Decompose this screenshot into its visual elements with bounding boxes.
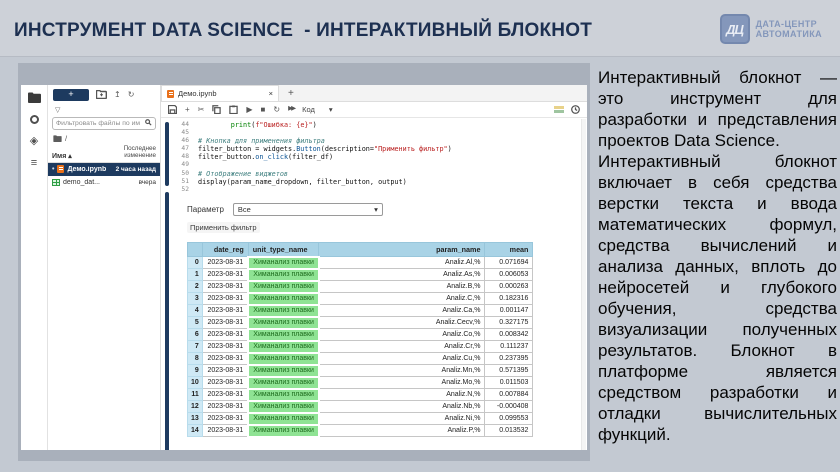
breadcrumb-root[interactable]: / [65, 134, 68, 143]
line-number: 45 [181, 129, 189, 137]
cell-date-reg: 2023-08-31 [202, 341, 248, 353]
line-tokens [198, 145, 452, 153]
code-lines[interactable] [173, 121, 587, 194]
tab-title: Демо.ipynb [178, 89, 217, 98]
cell-param-name: Analiz.Mn,% [319, 365, 485, 377]
notebook-pane [161, 85, 587, 450]
chevron-down-icon: ▾ [374, 204, 378, 214]
file-row[interactable] [48, 176, 160, 189]
code-line [173, 137, 587, 145]
table-row [188, 305, 533, 317]
cell-date-reg: 2023-08-31 [202, 353, 248, 365]
line-tokens [198, 121, 317, 129]
new-tab-button[interactable]: + [288, 88, 294, 99]
dataframe-header [188, 242, 533, 257]
file-list-header [48, 145, 160, 163]
table-row [188, 329, 533, 341]
tab-bar [161, 85, 587, 102]
table-row [188, 293, 533, 305]
refresh-icon[interactable]: ↻ [127, 90, 135, 99]
cell-unit-type: Химанализ плавки [248, 269, 319, 281]
row-index: 3 [188, 293, 203, 305]
code-line [173, 121, 587, 129]
line-tokens [198, 153, 333, 161]
table-row [188, 257, 533, 269]
stop-kernel-icon[interactable]: ■ [260, 104, 266, 114]
description-paragraph: Интерактивный блокнот — это инструмент для разработки и представления проектов Data Science. [598, 68, 837, 150]
code-token: print [230, 121, 252, 129]
row-index: 4 [188, 305, 203, 317]
column-header[interactable]: unit_type_name [248, 242, 319, 257]
logo-icon: ДЦ [720, 14, 750, 44]
file-browser-icon[interactable] [27, 91, 41, 103]
cell-param-name: Analiz.Ni,% [319, 413, 485, 425]
cell-date-reg: 2023-08-31 [202, 413, 248, 425]
table-of-contents-icon[interactable]: ≡ [30, 156, 38, 169]
row-index: 6 [188, 329, 203, 341]
row-index: 2 [188, 281, 203, 293]
cell-param-name: Analiz.Nb,% [319, 401, 485, 413]
save-icon[interactable] [168, 105, 177, 114]
line-number: 52 [181, 185, 189, 193]
jupyter-app [21, 85, 587, 450]
filter-placeholder: Фильтровать файлы по им [56, 120, 141, 127]
cell-date-reg: 2023-08-31 [202, 305, 248, 317]
code-token: "Применить фильтр" [373, 145, 448, 154]
code-token: filter_button = widgets. [198, 145, 297, 154]
cell-param-name: Analiz.B,% [319, 281, 485, 293]
cell-unit-type: Химанализ плавки [248, 281, 319, 293]
cell-mean: 0.327175 [485, 317, 533, 329]
code-token: ) [447, 145, 452, 154]
cell-mean: 0.013532 [485, 425, 533, 437]
close-icon[interactable]: × [268, 89, 273, 98]
table-row [188, 425, 533, 437]
cell-date-reg: 2023-08-31 [202, 269, 248, 281]
table-row [188, 341, 533, 353]
cell-date-reg: 2023-08-31 [202, 377, 248, 389]
file-list [48, 163, 160, 189]
param-dropdown[interactable] [233, 203, 383, 216]
code-token [198, 121, 231, 129]
new-folder-icon[interactable] [96, 90, 107, 101]
logo-text [756, 19, 822, 40]
code-line [173, 170, 587, 178]
code-token: ) [312, 121, 317, 129]
code-cell-collapser[interactable] [165, 122, 169, 186]
breadcrumb[interactable] [48, 130, 160, 145]
file-name: demo_dat... [63, 178, 100, 186]
cell-unit-type: Химанализ плавки [248, 305, 319, 317]
table-row [188, 365, 533, 377]
table-row [188, 269, 533, 281]
cell-mean: 0.008342 [485, 329, 533, 341]
row-index: 0 [188, 257, 203, 269]
insert-cell-icon[interactable]: + [185, 104, 190, 114]
row-index: 1 [188, 269, 203, 281]
cell-unit-type: Химанализ плавки [248, 389, 319, 401]
notebook-cells [161, 118, 587, 450]
filter-toggle-icon[interactable]: ▽ [55, 107, 61, 114]
cell-date-reg: 2023-08-31 [202, 365, 248, 377]
kernel-status-icon [554, 106, 564, 113]
row-index: 7 [188, 341, 203, 353]
logo-line2: АВТОМАТИКА [755, 29, 822, 39]
line-tokens [198, 137, 325, 145]
cell-unit-type: Химанализ плавки [248, 353, 319, 365]
cell-param-name: Analiz.Cu,% [319, 353, 485, 365]
code-line [173, 145, 587, 153]
unsaved-dot: • [52, 165, 55, 173]
code-token: (filter_df) [288, 153, 334, 162]
index-header [188, 242, 203, 257]
cell-unit-type: Химанализ плавки [248, 341, 319, 353]
table-icon [52, 179, 60, 186]
activity-bar [21, 85, 48, 450]
code-token: display [198, 177, 227, 186]
file-filter-input[interactable] [52, 117, 156, 130]
cell-unit-type: Химанализ плавки [248, 329, 319, 341]
table-row [188, 401, 533, 413]
table-row [188, 353, 533, 365]
table-row [188, 281, 533, 293]
slide-header [0, 0, 840, 56]
output-cell-collapser[interactable] [165, 192, 169, 450]
line-number: 50 [181, 169, 189, 177]
notebook-icon [57, 165, 64, 173]
apply-filter-button[interactable]: Применить фильтр [187, 222, 260, 233]
cell-param-name: Analiz.Co,% [319, 329, 485, 341]
chevron-down-icon: ▾ [328, 105, 333, 114]
line-number: 49 [181, 161, 189, 169]
column-header[interactable]: date_reg [202, 242, 248, 257]
cell-date-reg: 2023-08-31 [202, 425, 248, 437]
cell-param-name: Analiz.C,% [319, 293, 485, 305]
code-token: Button [296, 145, 321, 154]
code-token: on_click [255, 153, 289, 162]
line-tokens [198, 178, 407, 186]
code-token: filter_button. [198, 153, 256, 162]
row-index: 13 [188, 413, 203, 425]
jupyter-window [18, 63, 590, 461]
table-row [188, 389, 533, 401]
cell-param-name: Analiz.As,% [319, 269, 485, 281]
line-number: 47 [181, 145, 189, 153]
cell-unit-type: Химанализ плавки [248, 413, 319, 425]
restart-kernel-icon[interactable]: ↻ [273, 104, 281, 114]
cell-unit-type: Химанализ плавки [248, 401, 319, 413]
row-index: 5 [188, 317, 203, 329]
cell-date-reg: 2023-08-31 [202, 401, 248, 413]
row-index: 9 [188, 365, 203, 377]
dataframe-table [187, 242, 533, 438]
cell-mean: 0.001147 [485, 305, 533, 317]
cell-date-reg: 2023-08-31 [202, 329, 248, 341]
cell-mean: 0.182316 [485, 293, 533, 305]
cell-param-name: Analiz.Mo,% [319, 377, 485, 389]
column-header[interactable]: param_name [319, 242, 485, 257]
cell-date-reg: 2023-08-31 [202, 257, 248, 269]
run-cell-icon[interactable]: ▶ [246, 104, 253, 114]
cell-unit-type: Химанализ плавки [248, 257, 319, 269]
row-index: 10 [188, 377, 203, 389]
cell-mean: 0.571395 [485, 365, 533, 377]
cell-param-name: Analiz.P,% [319, 425, 485, 437]
description-panel [598, 67, 837, 445]
slide-content [0, 56, 840, 472]
cell-unit-type: Химанализ плавки [248, 317, 319, 329]
code-token: # Кнопка для применения фильтра [198, 137, 325, 146]
row-index: 12 [188, 401, 203, 413]
copy-cell-icon[interactable] [212, 105, 221, 114]
table-row [188, 413, 533, 425]
restart-run-all-icon[interactable]: ▶▶ [288, 105, 295, 113]
file-name: Демо.ipynb [67, 165, 107, 173]
cell-mean: 0.007884 [485, 389, 533, 401]
code-line [173, 161, 587, 169]
code-token: # Отображение виджетов [198, 169, 289, 178]
cell-date-reg: 2023-08-31 [202, 317, 248, 329]
row-index: 11 [188, 389, 203, 401]
cell-param-name: Analiz.Cecv,% [319, 317, 485, 329]
code-token: (param_name_dropdown, filter_button, output) [226, 177, 407, 186]
code-line [173, 186, 587, 194]
running-kernels-icon[interactable] [27, 113, 41, 125]
search-icon [145, 119, 152, 128]
cell-mean: -0.000408 [485, 401, 533, 413]
code-line [173, 129, 587, 137]
code-token: ( [251, 121, 256, 129]
cell-mean: 0.000263 [485, 281, 533, 293]
file-modified: вчера [138, 178, 156, 186]
param-label: Параметр [187, 204, 224, 214]
row-index: 14 [188, 425, 203, 437]
company-logo [720, 14, 822, 44]
code-token: f"Ошибка: {e}" [255, 121, 313, 129]
cell-date-reg: 2023-08-31 [202, 293, 248, 305]
file-modified: 2 часа назад [115, 165, 156, 173]
cell-unit-type: Химанализ плавки [248, 425, 319, 437]
notebook-scrollbar[interactable] [581, 119, 586, 450]
column-modified[interactable]: Последнее изменение [123, 145, 156, 159]
param-selected-value: Все [237, 204, 251, 214]
cell-date-reg: 2023-08-31 [202, 389, 248, 401]
cell-mean: 0.111237 [485, 341, 533, 353]
tab-demo-ipynb[interactable] [161, 85, 279, 101]
line-number: 44 [181, 121, 189, 128]
code-line [173, 178, 587, 186]
cell-unit-type: Химанализ плавки [248, 365, 319, 377]
cell-param-name: Analiz.Ca,% [319, 305, 485, 317]
paste-cell-icon[interactable] [229, 105, 238, 114]
code-token: (description= [320, 145, 374, 154]
row-index: 8 [188, 353, 203, 365]
cell-mean: 0.006053 [485, 269, 533, 281]
column-name[interactable]: Имя ▴ [52, 152, 72, 160]
cell-mean: 0.071694 [485, 257, 533, 269]
file-row[interactable] [48, 163, 160, 176]
new-launcher-button[interactable]: + [53, 89, 89, 101]
cell-date-reg: 2023-08-31 [202, 281, 248, 293]
description-paragraph: Интерактивный блокнот включает в себя средства верстки текста и ввода математических формул, средства вычислений и анализа данных, вплоть до нейросетей и глубокого обучения, средства визуализации полученных результатов. Блокнот в платформе является средством разработки и отладки вычислительных функций. [598, 152, 837, 444]
cut-cell-icon[interactable]: ✂ [197, 104, 205, 114]
sort-asc-icon: ▴ [68, 152, 72, 160]
logo-line1: ДАТА-ЦЕНТР [755, 18, 818, 29]
line-number: 46 [181, 137, 189, 145]
code-line [173, 153, 587, 161]
table-row [188, 317, 533, 329]
cell-unit-type: Химанализ плавки [248, 293, 319, 305]
notebook-toolbar [161, 102, 587, 118]
cell-mean: 0.099553 [485, 413, 533, 425]
table-row [188, 377, 533, 389]
upload-icon[interactable]: ↥ [114, 90, 121, 99]
cell-type-dropdown[interactable]: Код ▾ [302, 105, 333, 114]
line-tokens [198, 170, 288, 178]
line-number: 48 [181, 153, 189, 161]
line-number: 51 [181, 177, 189, 185]
cell-unit-type: Химанализ плавки [248, 377, 319, 389]
page-title: ИНСТРУМЕНТ DATA SCIENCE - ИНТЕРАКТИВНЫЙ БЛОКНОТ [14, 20, 593, 41]
notebook-icon [167, 90, 174, 98]
cell-param-name: Analiz.N,% [319, 389, 485, 401]
cell-output [187, 203, 587, 438]
clock-icon[interactable] [571, 105, 580, 114]
extensions-icon[interactable]: ◈ [29, 134, 39, 147]
file-browser-toolbar [48, 85, 160, 103]
cell-mean: 0.237395 [485, 353, 533, 365]
cell-mean: 0.011503 [485, 377, 533, 389]
file-browser [48, 85, 161, 450]
cell-param-name: Analiz.Al,% [319, 257, 485, 269]
cell-param-name: Analiz.Cr,% [319, 341, 485, 353]
column-header[interactable]: mean [485, 242, 533, 257]
